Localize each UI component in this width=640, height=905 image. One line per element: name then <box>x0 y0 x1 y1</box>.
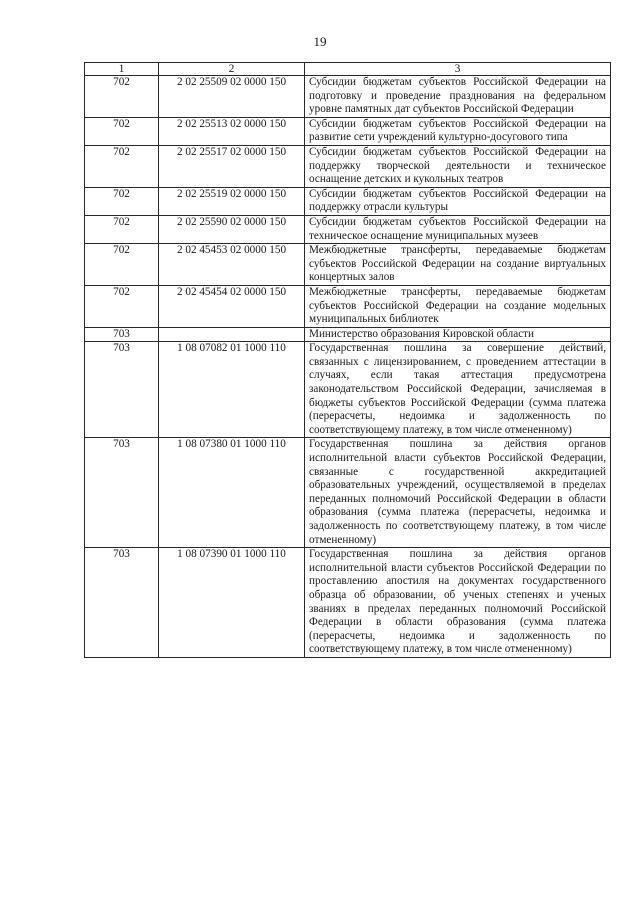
page-number: 19 <box>313 34 327 49</box>
budget-code-cell: 2 02 25517 02 0000 150 <box>159 145 305 187</box>
table-header-row <box>85 63 611 76</box>
table-row <box>85 187 611 215</box>
table-row <box>85 285 611 327</box>
description-cell: Государственная пошлина за совершение действий, связанных с лицензированием, с проведением аттестации в случаях, если такая аттестация предусмотрена законодательством Российской Федерации, зачисляемая в бюджеты субъектов Российской Федерации (сумма платежа (перерасчеты, недоимка и задолженность по соответствующему платежу, в том числе отмененному) <box>305 342 611 438</box>
budget-code-cell: 1 08 07380 01 1000 110 <box>159 438 305 548</box>
budget-code-cell: 1 08 07390 01 1000 110 <box>159 548 305 658</box>
table-row <box>85 145 611 187</box>
budget-code-cell: 2 02 45454 02 0000 150 <box>159 285 305 327</box>
budget-code-cell: 1 08 07082 01 1000 110 <box>159 342 305 438</box>
description-cell: Субсидии бюджетам субъектов Российской Федерации на подготовку и проведение празднования на федеральном уровне памятных дат субъектов Российской Федерации <box>305 76 611 118</box>
table-row <box>85 327 611 342</box>
description-cell: Государственная пошлина за действия органов исполнительной власти субъектов Российской Федерации по проставлению апостиля на документах государственного образца об образовании, об ученых степенях и ученых званиях в пределах переданных полномочий Российской Федерации в области образования (сумма платежа (перерасчеты, недоимка и задолженность по соответствующему платежу, в том числе отмененному) <box>305 548 611 658</box>
table-row <box>85 342 611 438</box>
admin-code-cell: 702 <box>85 187 159 215</box>
table-row <box>85 244 611 286</box>
description-cell: Субсидии бюджетам субъектов Российской Федерации на техническое оснащение муниципальных музеев <box>305 215 611 243</box>
budget-code-cell: 2 02 25590 02 0000 150 <box>159 215 305 243</box>
description-cell: Министерство образования Кировской области <box>305 327 611 342</box>
admin-code-cell: 703 <box>85 327 159 342</box>
admin-code-cell: 702 <box>85 145 159 187</box>
budget-code-cell: 2 02 25513 02 0000 150 <box>159 117 305 145</box>
description-cell: Межбюджетные трансферты, передаваемые бюджетам субъектов Российской Федерации на создание виртуальных концертных залов <box>305 244 611 286</box>
description-cell: Межбюджетные трансферты, передаваемые бюджетам субъектов Российской Федерации на создание модельных муниципальных библиотек <box>305 285 611 327</box>
table-row <box>85 215 611 243</box>
admin-code-cell: 702 <box>85 215 159 243</box>
budget-code-cell: 2 02 25519 02 0000 150 <box>159 187 305 215</box>
admin-code-cell: 702 <box>85 76 159 118</box>
admin-code-cell: 702 <box>85 117 159 145</box>
table-row <box>85 438 611 548</box>
admin-code-cell: 702 <box>85 285 159 327</box>
classification-table <box>84 62 611 658</box>
admin-code-cell: 703 <box>85 548 159 658</box>
description-cell: Субсидии бюджетам субъектов Российской Федерации на поддержку творческой деятельности и техническое оснащение детских и кукольных театров <box>305 145 611 187</box>
header-col-3: 3 <box>305 63 611 76</box>
table-row <box>85 117 611 145</box>
table-row <box>85 76 611 118</box>
table-row <box>85 548 611 658</box>
budget-code-cell: 2 02 45453 02 0000 150 <box>159 244 305 286</box>
description-cell: Государственная пошлина за действия органов исполнительной власти субъектов Российской Федерации, связанные с государственной аккредитацией образовательных учреждений, осуществляемой в пределах переданных полномочий Российской Федерации в области образования (сумма платежа (перерасчеты, недоимка и задолженность по соответствующему платежу, в том числе отмененному) <box>305 438 611 548</box>
header-col-1: 1 <box>85 63 159 76</box>
budget-code-cell <box>159 327 305 342</box>
admin-code-cell: 703 <box>85 438 159 548</box>
description-cell: Субсидии бюджетам субъектов Российской Федерации на поддержку отрасли культуры <box>305 187 611 215</box>
header-col-2: 2 <box>159 63 305 76</box>
admin-code-cell: 702 <box>85 244 159 286</box>
admin-code-cell: 703 <box>85 342 159 438</box>
description-cell: Субсидии бюджетам субъектов Российской Федерации на развитие сети учреждений культурно-досугового типа <box>305 117 611 145</box>
budget-code-cell: 2 02 25509 02 0000 150 <box>159 76 305 118</box>
